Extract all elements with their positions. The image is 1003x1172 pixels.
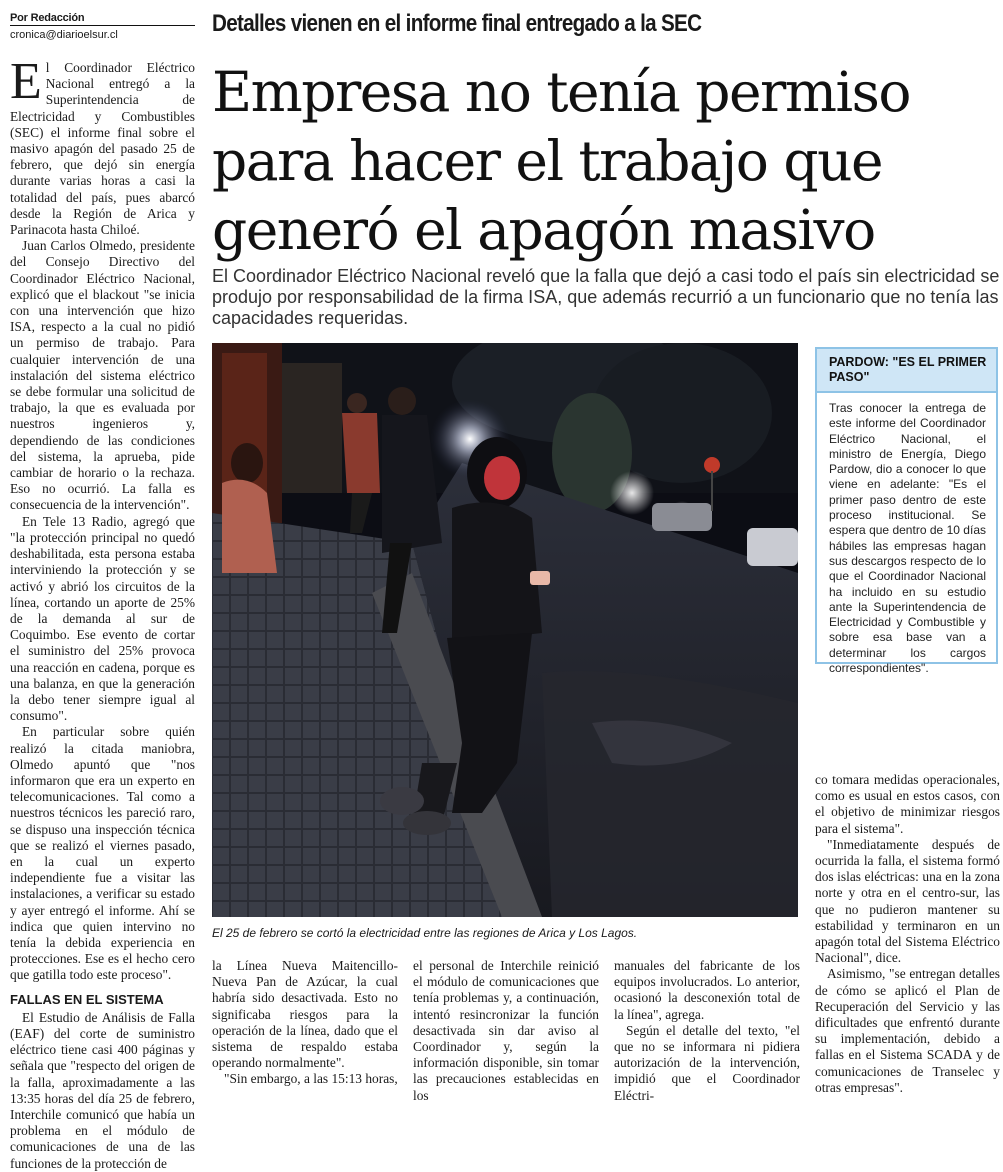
article-paragraph: la Línea Nueva Maitencillo-Nueva Pan de Azúcar, la cual habría sido desactivada. Esto no significaba riesgos para la operación de la línea, dado que el sistema de respaldo estaba operando normalmente". [212, 958, 398, 1071]
article-column-4 [614, 958, 800, 1104]
headline: Empresa no tenía permiso para hacer el trabajo que generó el apagón masivo [212, 60, 910, 262]
article-paragraph: El Estudio de Análisis de Falla (EAF) del corte de suministro eléctrico tiene casi 400 páginas y señala que "respecto del origen de la falla, aproximadamente a las 13:35 horas del día 25 de febrero, Interchile comunicó que había un problema en el módulo de comunicaciones de una de las funciones de la protección de [10, 1009, 195, 1171]
dropcap: E [10, 53, 42, 110]
article-paragraph: El Coordinador Eléctrico Nacional entregó a la Superintendencia de Electricidad y Combustibles (SEC) el informe final sobre el masivo apagón del pasado 25 de febrero, que dejó sin energía durante varias horas a casi la totalidad del país, pues abarcó desde la Región de Arica y Parinacota hasta Chiloé. [10, 53, 195, 238]
article-paragraph: En Tele 13 Radio, agregó que "la protección principal no quedó deshabilitada, esta persona estaba interviniendo la protección y se activó y abrió los circuitos de la línea, cortando un aporte de 25% de la demanda al sur de Coquimbo. Ese evento de cortar el suministro del 25% provoca una reacción en cadena, porque es una balanza, en que la generación la debo tener siempre igual al consumo". [10, 513, 195, 724]
byline-email: cronica@diarioelsur.cl [10, 29, 118, 41]
sidebar-text: Tras conocer la entrega de este informe del Coordinador Eléctrico Nacional, el ministro de Energía, Diego Pardow, dio a conocer lo que viene en adelante: "Es el primer paso dentro de este proceso institucional. Se espera que dentro de 10 días hábiles las empresas hagan sus descargos respecto de lo que el Coordinador Nacional ha incluido en su estudio ante la Superintendencia de Electricidad y Combustible y sobre esa base van a determinar los cargos correspondientes". [829, 401, 986, 676]
article-paragraph: Juan Carlos Olmedo, presidente del Consejo Directivo del Coordinador Eléctrico Nacional, explicó que el blackout "se inicia con una intervención que hizo ISA, respecto a la cual no pidió un permiso de trabajo. Para cualquier intervención de una instalación del sistema eléctrico se debe formular una solicitud de trabajo, la que es evaluada por nuestros ingenieros y, dependiendo de las condiciones del sistema, la aprueba, pide cambiar de horario o la rechaza. Eso no ocurrió. La falla es consecuencia de la intervención". [10, 238, 195, 513]
article-column-2 [212, 958, 398, 1088]
subhead: FALLAS EN EL SISTEMA [10, 991, 164, 1007]
article-paragraph: En particular sobre quién realizó la citada maniobra, Olmedo apuntó que "nos informaron que era un experto en telecomunicaciones. Tal como a nuestros técnicos les pareció raro, se dispuso una inspección técnica que se realizó el viernes pasado, en la cual un experto independiente fue a visitar las instalaciones, a verificar su estado y ayer entregó el informe. Ahí se indica que quien intervino no tenía la debida experiencia en protecciones. Ese es el hecho cero que gatilla todo este proceso". [10, 724, 195, 983]
article-column-3 [413, 958, 599, 1104]
deck: El Coordinador Eléctrico Nacional reveló que la falla que dejó a casi todo el país sin electricidad se produjo por responsabilidad de la firma ISA, que además recurrió a un funcionario que no tenía las capacidades requeridas. [212, 266, 1000, 328]
article-paragraph: Asimismo, "se entregan detalles de cómo se aplicó el Plan de Recuperación del Servicio y las dificultades que enfrentó durante su implementación, debido a fallas en el Sistema SCADA y de comunicaciones de Transelec y otras empresas". [815, 966, 1000, 1095]
article-paragraph: manuales del fabricante de los equipos involucrados. Lo anterior, ocasionó la desconexión total de la línea", agrega. [614, 958, 800, 1022]
news-photo [212, 343, 798, 917]
article-paragraph: el personal de Interchile reinició el módulo de comunicaciones que tenía problemas y, a continuación, intentó resincronizar la función desactivada sin dar aviso al Coordinador y, según la información disponible, sin tomar las precauciones establecidas en los [413, 958, 599, 1103]
article-paragraph: co tomara medidas operacionales, como es usual en estos casos, con el objetivo de minimizar riesgos para el sistema". [815, 772, 1000, 836]
photo-caption: El 25 de febrero se cortó la electricidad entre las regiones de Arica y Los Lagos. [212, 926, 638, 940]
article-column-1 [10, 53, 195, 1172]
article-paragraph: "Sin embargo, a las 15:13 horas, [224, 1071, 398, 1087]
article-column-5 [815, 772, 1000, 1096]
byline-label: Por Redacción [10, 12, 195, 26]
sidebar-title: PARDOW: "ES EL PRIMER PASO" [817, 349, 996, 393]
article-paragraph: "Inmediatamente después de ocurrida la falla, el sistema formó dos islas eléctricas: una en la zona norte y otra en el centro-sur, las que no pudieron mantener su estabilidad y terminaron en un apagón total del Sistema Eléctrico Nacional", dice. [815, 836, 1000, 966]
kicker: Detalles vienen en el informe final entregado a la SEC [212, 10, 702, 37]
sidebar-box [815, 347, 998, 676]
article-paragraph: Según el detalle del texto, "el que no se informara ni pidiera autorización de la intervención, impidió que el Coordinador Eléctri- [614, 1022, 800, 1103]
